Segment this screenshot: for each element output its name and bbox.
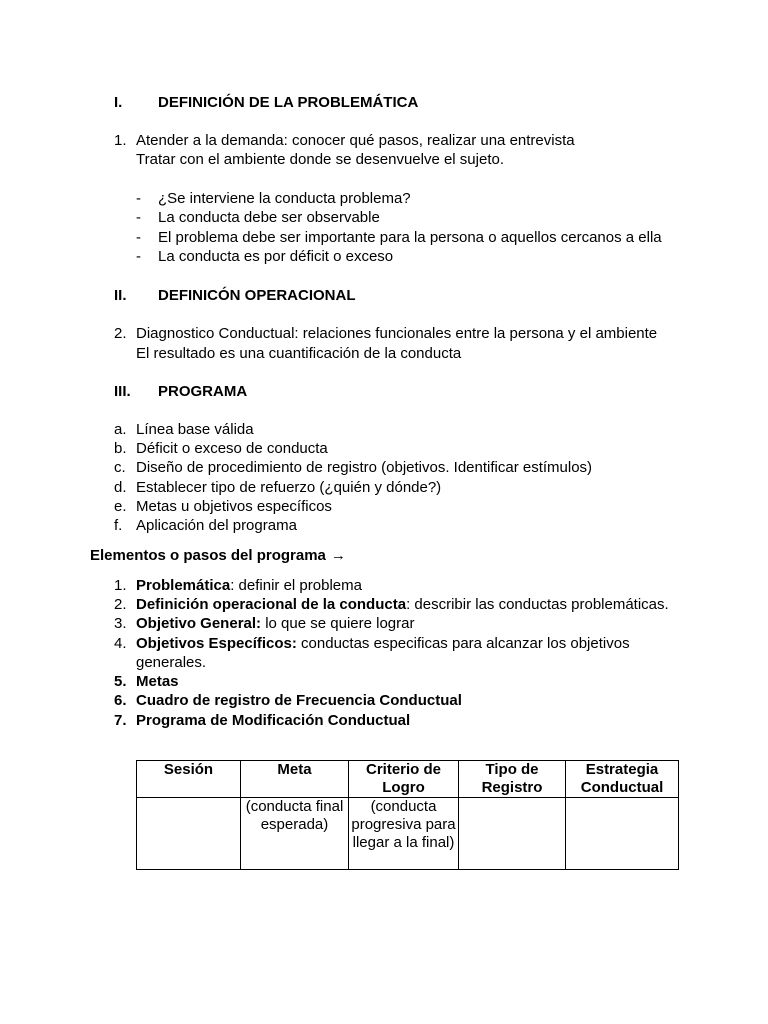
item-text: El resultado es una cuantificación de la conducta xyxy=(136,345,462,362)
element-term: Programa de Modificación Conductual xyxy=(136,712,411,729)
element-description: lo que se quiere lograr xyxy=(261,615,415,632)
table-header-row xyxy=(137,761,679,798)
element-number: 6. xyxy=(114,692,127,709)
element-item xyxy=(136,634,630,653)
element-description: : describir las conductas problemáticas. xyxy=(406,596,669,613)
letter-item: Diseño de procedimiento de registro (objetivos. Identificar estímulos) xyxy=(136,459,593,476)
element-term: Problemática xyxy=(136,577,231,594)
dash-item: ¿Se interviene la conducta problema? xyxy=(158,190,411,207)
table-header-cell: Criterio de Logro xyxy=(349,761,459,798)
dash-marker: - xyxy=(136,209,141,226)
letter-marker: a. xyxy=(114,421,127,438)
element-number: 1. xyxy=(114,577,127,594)
element-item xyxy=(136,672,179,691)
item-text: Tratar con el ambiente donde se desenvuelve el sujeto. xyxy=(136,151,505,168)
section-numeral: III. xyxy=(114,383,131,400)
dash-marker: - xyxy=(136,190,141,207)
section-title: DEFINICÓN OPERACIONAL xyxy=(158,287,356,304)
table-cell xyxy=(566,798,679,870)
section-numeral: I. xyxy=(114,94,123,111)
element-term: Objetivos Específicos: xyxy=(136,635,297,652)
table-cell: (conducta progresiva para llegar a la final) xyxy=(349,798,459,870)
table-header-cell: Estrategia Conductual xyxy=(566,761,679,798)
element-term: Definición operacional de la conducta xyxy=(136,596,407,613)
table-header-cell: Meta xyxy=(241,761,349,798)
table-cell xyxy=(137,798,241,870)
letter-item: Establecer tipo de refuerzo (¿quién y dónde?) xyxy=(136,479,442,496)
element-term: Cuadro de registro de Frecuencia Conductual xyxy=(136,692,462,709)
elements-heading-text: Elementos o pasos del programa xyxy=(90,547,326,564)
item-number: 2. xyxy=(114,325,127,342)
section-numeral: II. xyxy=(114,287,127,304)
item-text: Diagnostico Conductual: relaciones funcionales entre la persona y el ambiente xyxy=(136,325,658,342)
dash-item: La conducta es por déficit o exceso xyxy=(158,248,394,265)
element-number: 7. xyxy=(114,712,127,729)
element-term: Objetivo General: xyxy=(136,615,262,632)
element-number: 3. xyxy=(114,615,127,632)
element-item xyxy=(136,576,362,595)
letter-item: Metas u objetivos específicos xyxy=(136,498,332,515)
letter-marker: e. xyxy=(114,498,127,515)
elements-heading xyxy=(90,546,346,565)
letter-marker: c. xyxy=(114,459,126,476)
element-description-continued: generales. xyxy=(136,654,207,671)
element-item xyxy=(136,711,410,730)
table-row xyxy=(137,798,679,870)
table-header-cell: Sesión xyxy=(137,761,241,798)
letter-marker: d. xyxy=(114,479,127,496)
element-description: conductas especificas para alcanzar los objetivos xyxy=(296,635,630,652)
dash-item: El problema debe ser importante para la persona o aquellos cercanos a ella xyxy=(158,229,662,246)
letter-item: Línea base válida xyxy=(136,421,254,438)
dash-marker: - xyxy=(136,229,141,246)
letter-marker: f. xyxy=(114,517,123,534)
table-header-cell: Tipo de Registro xyxy=(459,761,566,798)
item-number: 1. xyxy=(114,132,127,149)
letter-item: Aplicación del programa xyxy=(136,517,297,534)
table-cell: (conducta final esperada) xyxy=(241,798,349,870)
element-item xyxy=(136,595,669,614)
item-text: Atender a la demanda: conocer qué pasos, realizar una entrevista xyxy=(136,132,575,149)
element-item xyxy=(136,614,414,633)
program-table xyxy=(136,760,679,870)
section-title: DEFINICIÓN DE LA PROBLEMÁTICA xyxy=(158,94,419,111)
element-number: 4. xyxy=(114,635,127,652)
element-term: Metas xyxy=(136,673,179,690)
table-cell xyxy=(459,798,566,870)
element-number: 2. xyxy=(114,596,127,613)
dash-marker: - xyxy=(136,248,141,265)
section-title: PROGRAMA xyxy=(158,383,248,400)
letter-marker: b. xyxy=(114,440,127,457)
dash-item: La conducta debe ser observable xyxy=(158,209,380,226)
letter-item: Déficit o exceso de conducta xyxy=(136,440,328,457)
element-item xyxy=(136,691,462,710)
arrow-right-icon: → xyxy=(330,547,346,564)
element-description: : definir el problema xyxy=(230,577,362,594)
element-number: 5. xyxy=(114,673,127,690)
